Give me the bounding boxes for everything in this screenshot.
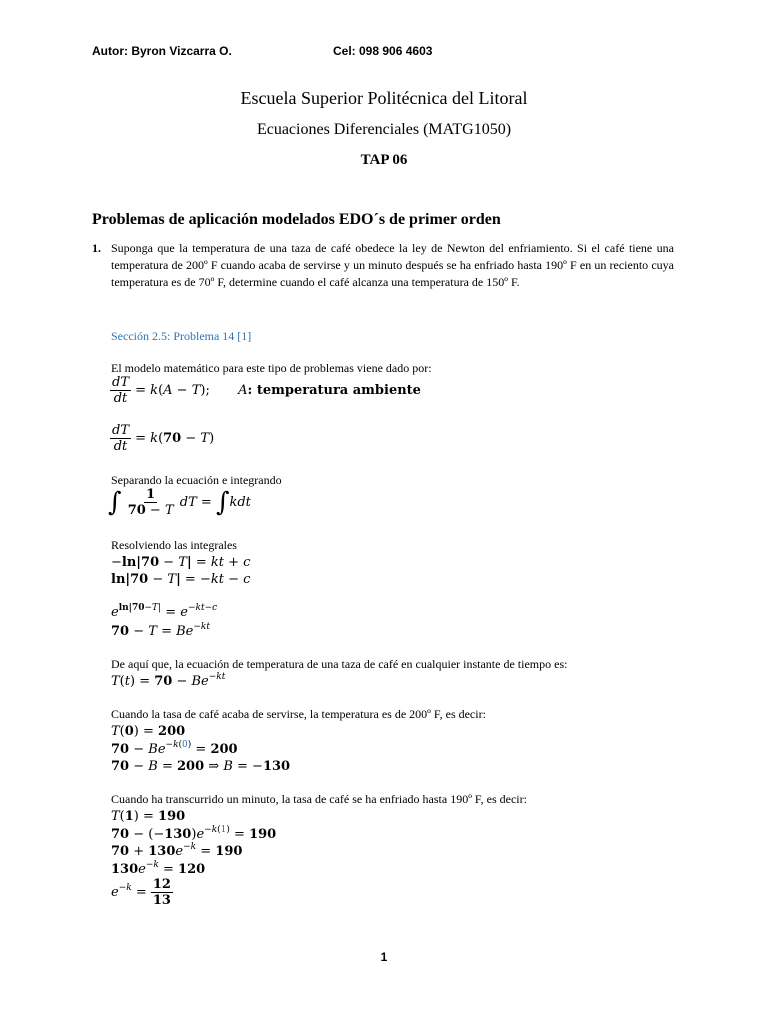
general-intro: De aquí que, la ecuación de temperatura de una taza de café en cualquier instante de tiempo es:	[111, 657, 568, 671]
university-title: Escuela Superior Politécnica del Litoral	[240, 88, 528, 108]
equation-initial-2: $70 - Be^{-k(0)} = 200$	[111, 740, 238, 757]
general-solution: $T(t) = 70 - Be^{-kt}$	[111, 672, 226, 689]
reference-link[interactable]: Sección 2.5: Problema 14 [1]	[111, 329, 252, 343]
header-phone: Cel: 098 906 4603	[333, 44, 433, 58]
problem-statement: Suponga que la temperatura de una taza de café obedece la ley de Newton del enfriamiento. Si el café tiene una temperatura de 200º F cuando acaba de servirse y un minuto después se ha enfriado hasta 190º F en un reciento cuya temperatura es de 70º F, determine cuando el café alcanza una temperatura de 150º F.	[111, 241, 674, 289]
separating-text: Separando la ecuación e integrando	[111, 473, 282, 487]
integral-equation: ∫ $\frac{1}{70 - T}$ dT = ∫kdt	[108, 487, 251, 518]
equation-ln-2: ln|70 − T| = −kt − c	[111, 572, 251, 587]
minute-intro: Cuando ha transcurrido un minuto, la tasa de café se ha enfriado hasta 190º F, es decir:	[111, 792, 527, 806]
header-author: Autor: Byron Vizcarra O.	[92, 44, 232, 58]
equation-exp-2: $70 - T = Be^{-kt}$	[111, 622, 210, 639]
equation-minute-4: $130e^{-k} = 120$	[111, 860, 206, 877]
equation-exp-1: $e^{ln|70-T|} = e^{-kt-c}$	[111, 603, 218, 620]
problem-number: 1.	[92, 241, 101, 255]
solving-text: Resolviendo las integrales	[111, 538, 237, 552]
equation-initial-1: T(0) = 200	[111, 724, 186, 739]
tap-title: TAP 06	[360, 152, 408, 168]
section-title: Problemas de aplicación modelados EDO´s de primer orden	[92, 211, 501, 228]
ambient-label: temperatura ambiente	[256, 383, 421, 398]
equation-initial-3: 70 − B = 200 ⇒ B = −130	[111, 759, 291, 774]
equation-minute-1: T(1) = 190	[111, 809, 186, 824]
served-intro: Cuando la tasa de café acaba de servirse, la temperatura es de 200º F, es decir:	[111, 707, 486, 721]
equation-ln-1: −ln|70 − T| = kt + c	[111, 555, 251, 570]
equation-minute-2: $70 - (-130)e^{-k(1)} = 190$	[111, 825, 277, 842]
course-title: Ecuaciones Diferenciales (MATG1050)	[256, 121, 512, 138]
page-number: 1	[380, 950, 388, 964]
model-intro: El modelo matemático para este tipo de problemas viene dado por:	[111, 361, 432, 375]
model-equation: $\frac{dT}{dt}$ = k(A − T); A: temperatura ambiente	[112, 375, 421, 406]
equation-minute-3: $70 + 130e^{-k} = 190$	[111, 842, 243, 859]
model-equation-numeric: $\frac{dT}{dt}$ = k(70 − T)	[112, 423, 215, 454]
equation-minute-5: $e^{-k}$ = $\frac{12}{13}$	[111, 877, 171, 908]
